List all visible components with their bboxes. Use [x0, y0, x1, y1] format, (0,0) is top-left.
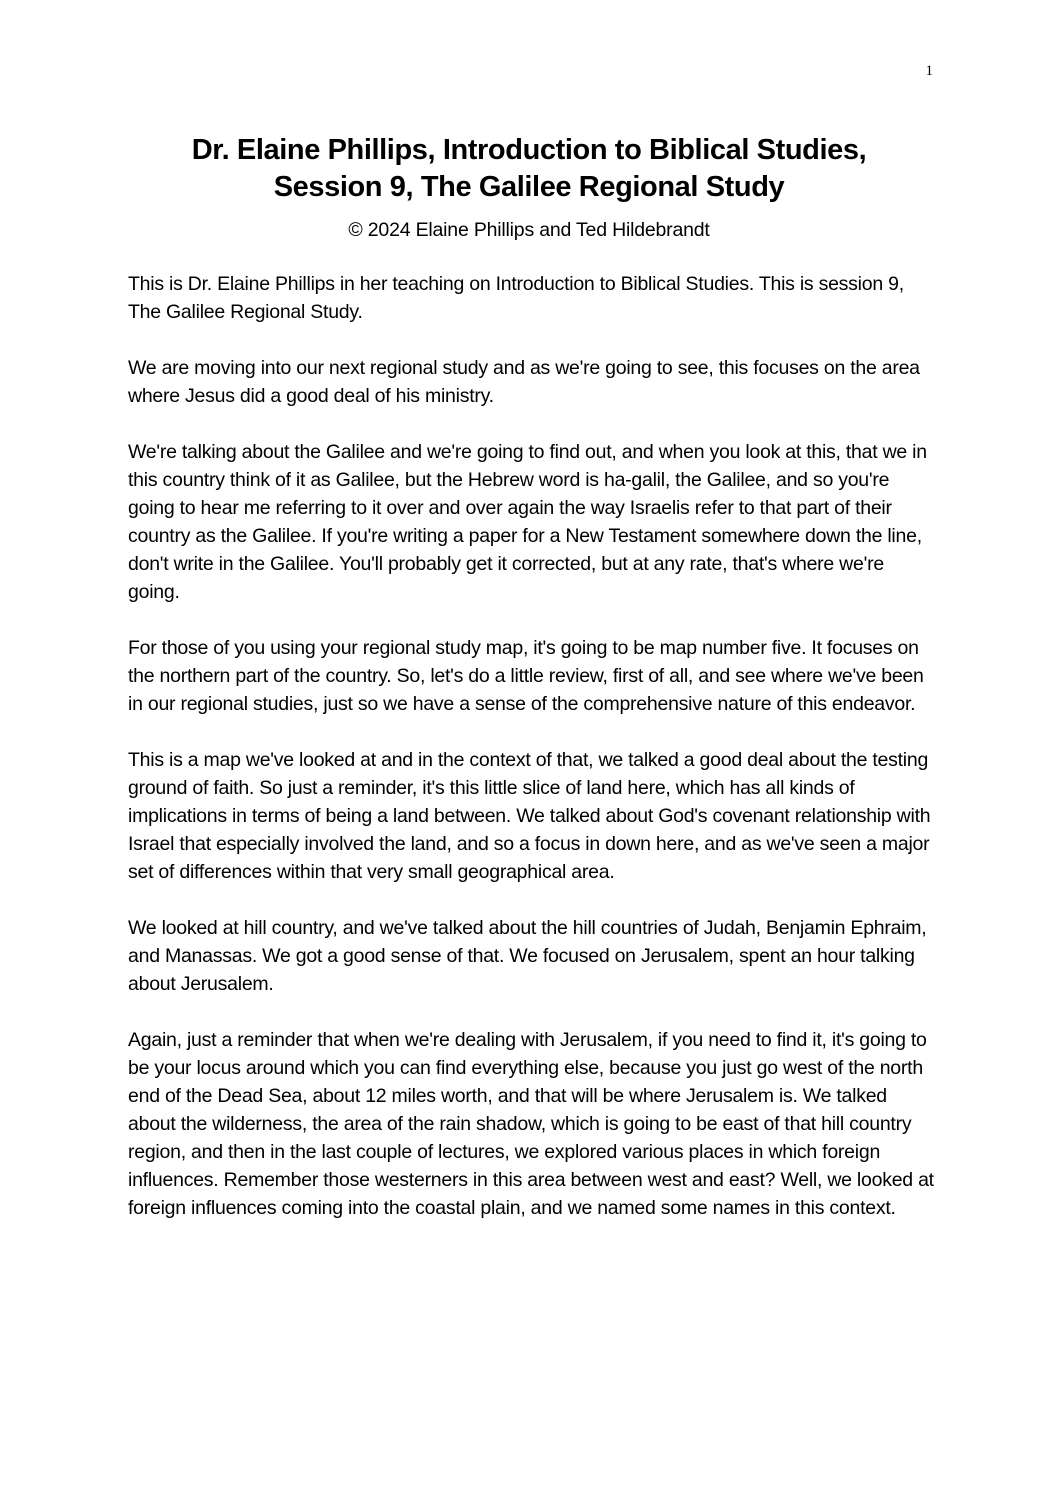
transcript-body [128, 270, 938, 1250]
title-line-2: Session 9, The Galilee Regional Study [273, 171, 785, 203]
paragraph: We are moving into our next regional study and as we're going to see, this focuses on the area where Jesus did a good deal of his ministry. [128, 357, 920, 407]
paragraph: This is a map we've looked at and in the context of that, we talked a good deal about the testing ground of faith. So just a reminder, it's this little slice of land here, which has all kinds of implications in terms of being a land between. We talked about God's covenant relationship with Israel that especially involved the land, and so a focus in down here, and as we've seen a major set of differences within that very small geographical area. [128, 749, 931, 883]
paragraph: Again, just a reminder that when we're dealing with Jerusalem, if you need to find it, it's going to be your locus around which you can find everything else, because you just go west of the north end of the Dead Sea, about 12 miles worth, and that will be where Jerusalem is. We talked about the wilderness, the area of the rain shadow, which is going to be east of that hill country region, and then in the last couple of lectures, we explored various places in which foreign influences. Remember those westerners in this area between west and east? Well, we looked at foreign influences coming into the coastal plain, and we named some names in this context. [128, 1029, 934, 1219]
paragraph: We looked at hill country, and we've talked about the hill countries of Judah, Benjamin Ephraim, and Manassas. We got a good sense of that. We focused on Jerusalem, spent an hour talking about Jerusalem. [128, 917, 927, 995]
paragraph: For those of you using your regional study map, it's going to be map number five. It focuses on the northern part of the country. So, let's do a little review, first of all, and see where we've been in our regional studies, just so we have a sense of the comprehensive nature of this endeavor. [128, 637, 924, 715]
copyright-line: © 2024 Elaine Phillips and Ted Hildebrandt [348, 219, 710, 241]
paragraph: This is Dr. Elaine Phillips in her teaching on Introduction to Biblical Studies. This is session 9, The Galilee Regional Study. [128, 273, 904, 323]
title-line-1: Dr. Elaine Phillips, Introduction to Biblical Studies, [191, 134, 867, 166]
paragraph: We're talking about the Galilee and we're going to find out, and when you look at this, that we in this country think of it as Galilee, but the Hebrew word is ha-galil, the Galilee, and so you're going to hear me referring to it over and over again the way Israelis refer to that part of their country as the Galilee. If you're writing a paper for a New Testament somewhere down the line, don't write in the Galilee. You'll probably get it corrected, but at any rate, that's where we're going. [128, 441, 927, 603]
document-title [90, 132, 968, 206]
page-number: 1 [925, 63, 933, 79]
